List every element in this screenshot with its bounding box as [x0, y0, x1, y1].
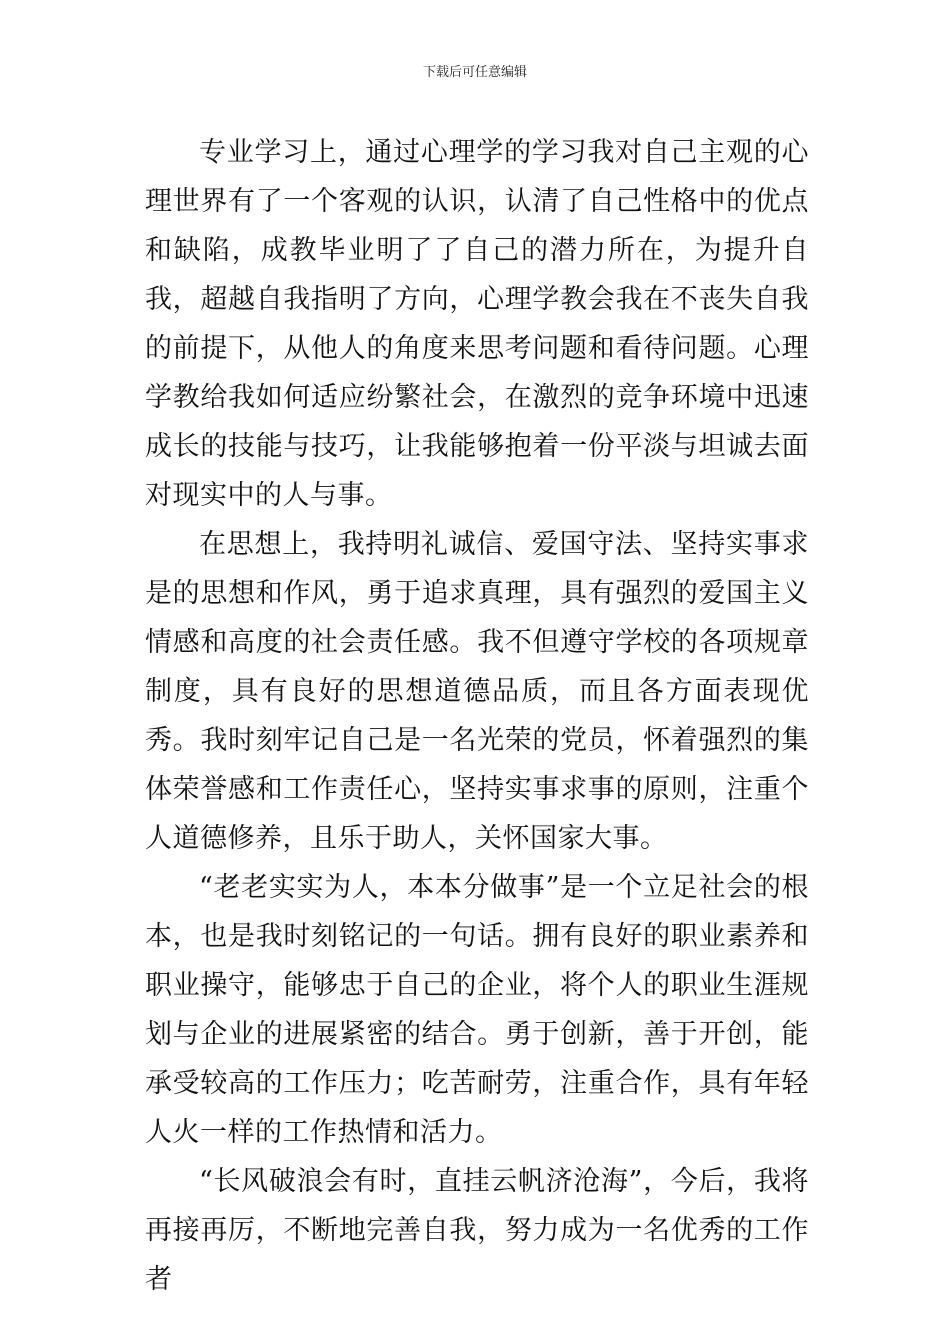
paragraph-study: 专业学习上，通过心理学的学习我对自己主观的心理世界有了一个客观的认识，认清了自己性格中的优点和缺陷，成教毕业明了了自己的潜力所在，为提升自我，超越自我指明了方向，心理学教会我在不丧失自我的前提下，从他人的角度来思考问题和看待问题。心理学教给我如何适应纷繁社会，在激烈的竞争环境中迅速成长的技能与技巧，让我能够抱着一份平淡与坦诚去面对现实中的人与事。 [145, 137, 809, 511]
document-body [145, 128, 809, 1304]
paragraph-future: “长风破浪会有时，直挂云帆济沧海”，今后，我将再接再厉，不断地完善自我，努力成为一名优秀的工作者 [145, 1166, 809, 1295]
paragraph-conduct: “老老实实为人，本本分做事”是一个立足社会的根本，也是我时刻铭记的一句话。拥有良好的职业素养和职业操守，能够忠于自己的企业，将个人的职业生涯规划与企业的进展紧密的结合。勇于创新，善于开创，能承受较高的工作压力；吃苦耐劳，注重合作，具有年轻人火一样的工作热情和活力。 [145, 872, 809, 1148]
paragraph-ideology: 在思想上，我持明礼诚信、爱国守法、坚持实事求是的思想和作风，勇于追求真理，具有强烈的爱国主义情感和高度的社会责任感。我不但遵守学校的各项规章制度，具有良好的思想道德品质，而且各方面表现优秀。我时刻牢记自己是一名光荣的党员，怀着强烈的集体荣誉感和工作责任心，坚持实事求事的原则，注重个人道德修养，且乐于助人，关怀国家大事。 [145, 529, 809, 854]
page-header-note: 下载后可任意编辑 [422, 65, 527, 80]
